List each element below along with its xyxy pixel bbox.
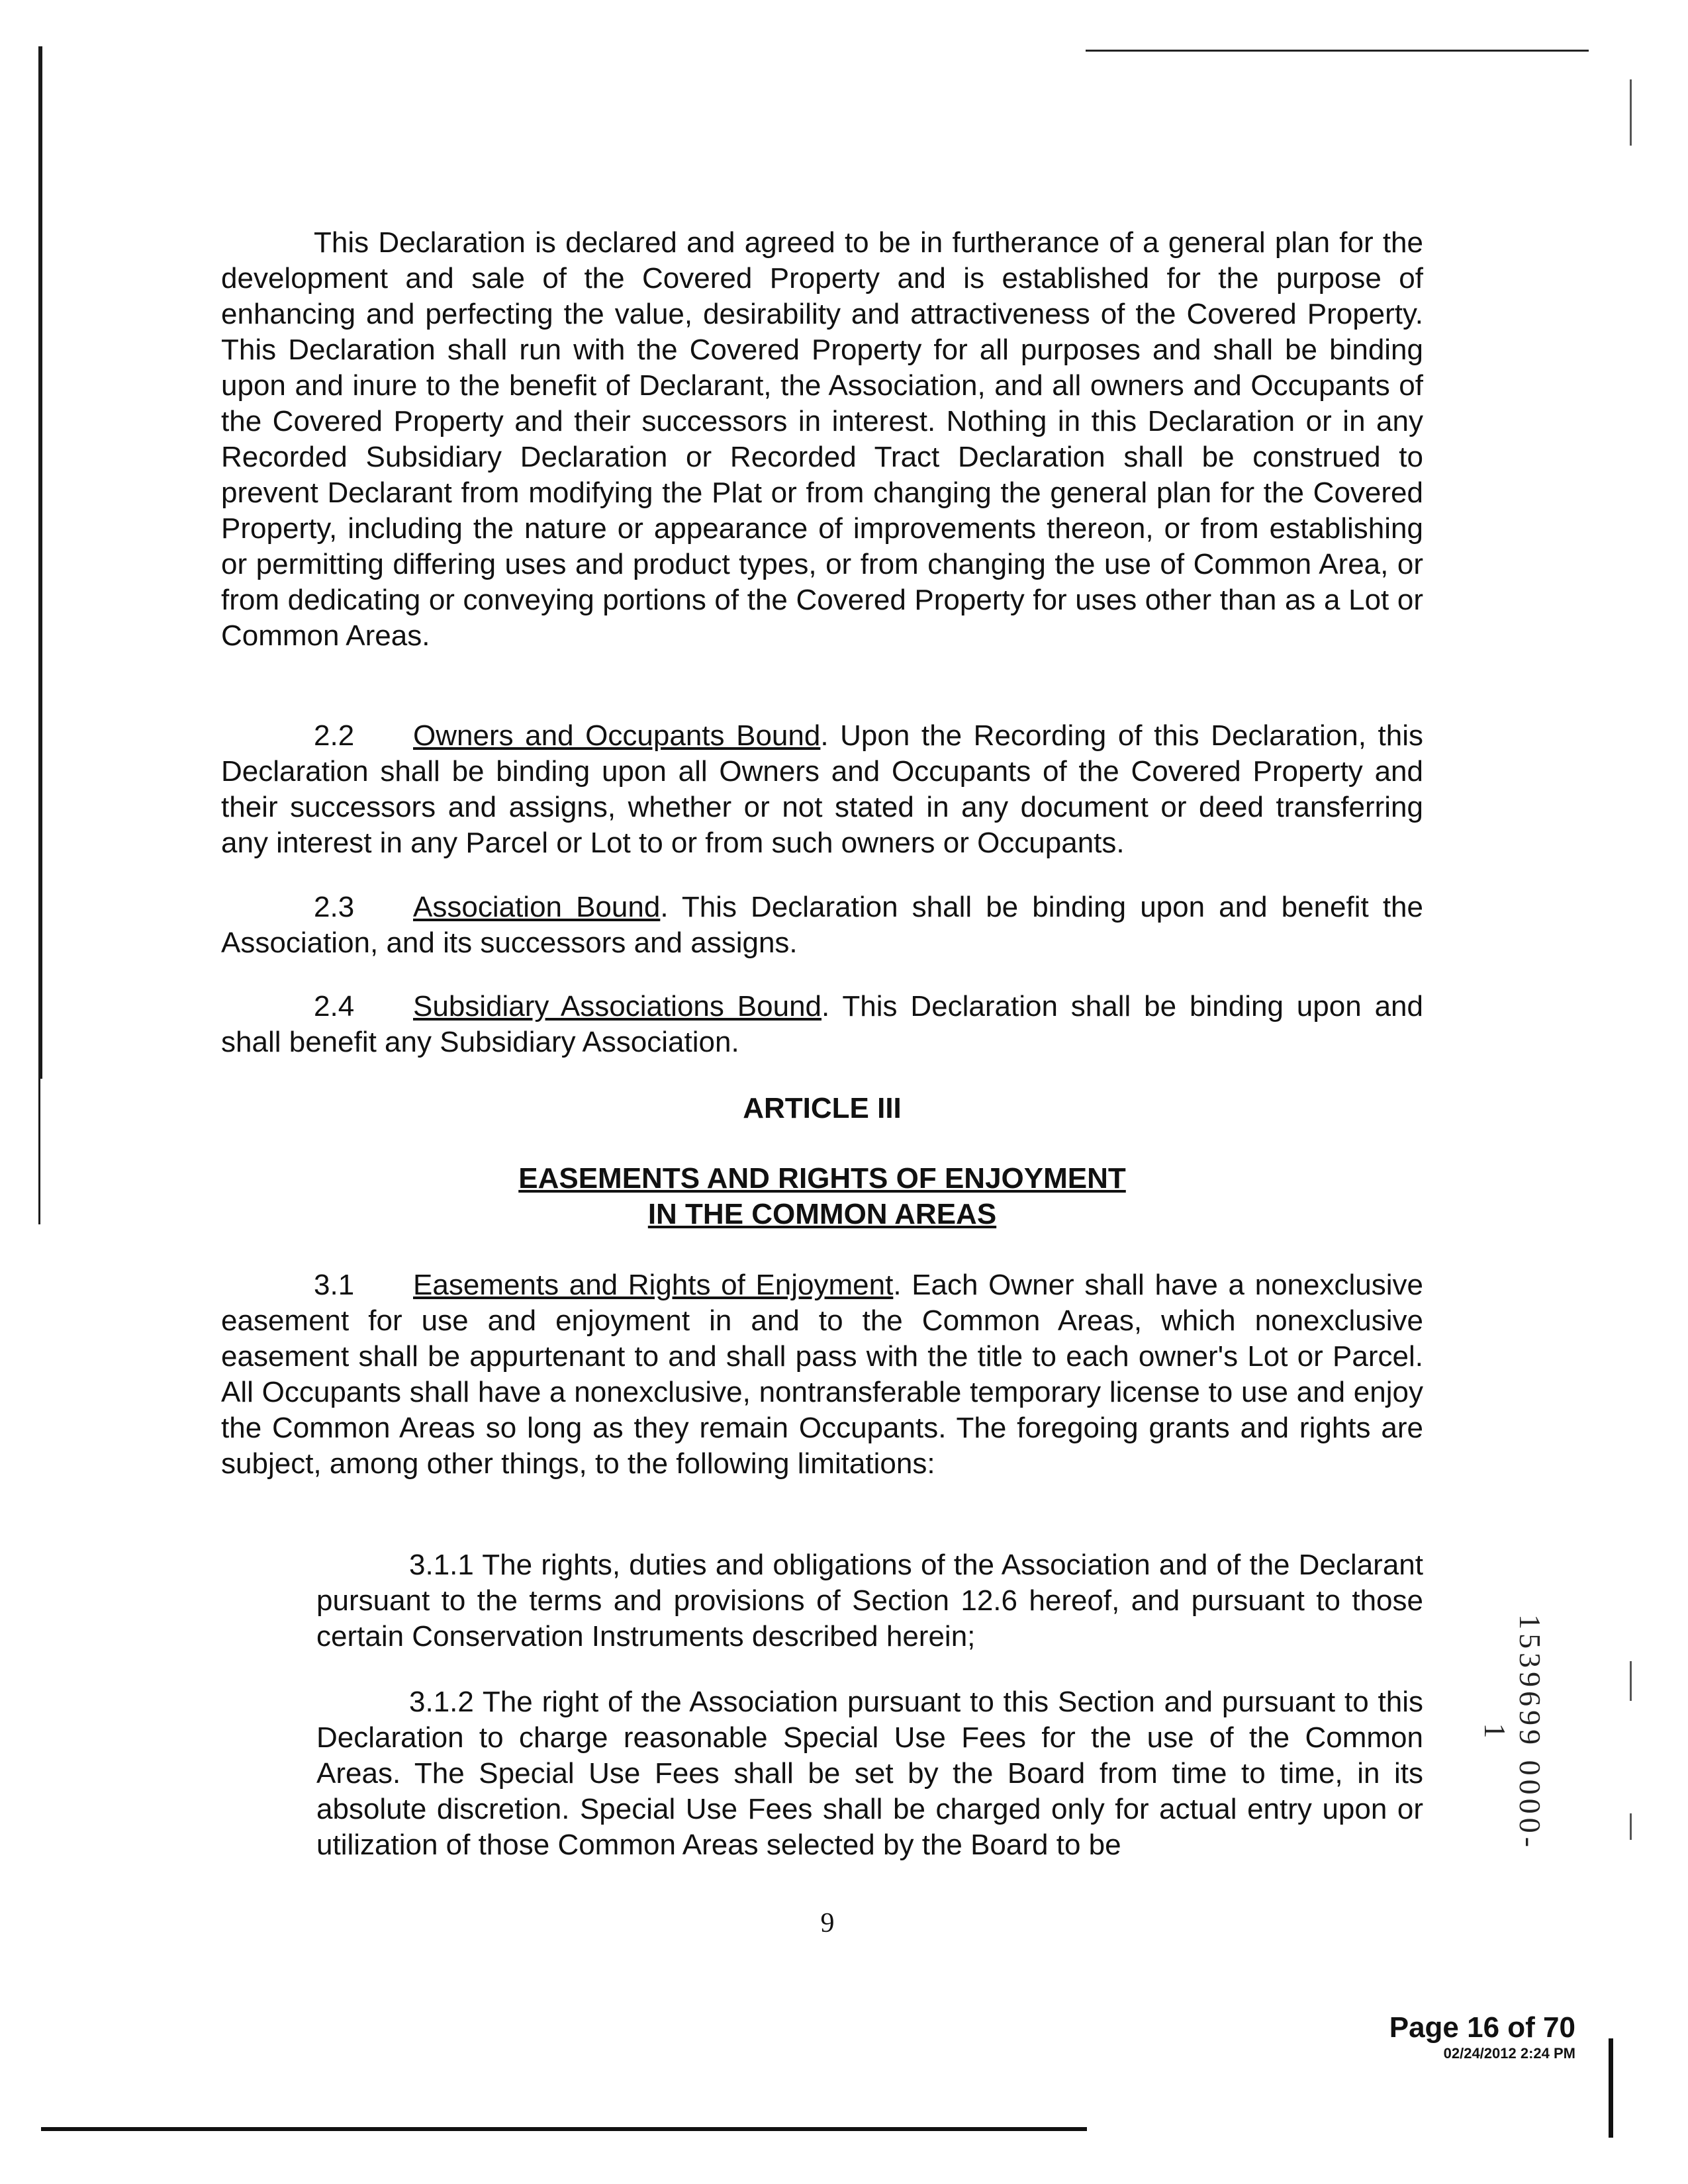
section-text: . Each Owner shall have a nonexclusive easement for use and enjoyment in and to the Common Areas, which nonexclusive easement shall be appurtenant to and shall pass with the title to each owner's Lot or Parcel. All Occupants shall have a nonexclusive, nontransferable temporary license to use and enjoy the Common Areas so long as they remain Occupants. The foregoing grants and rights are subject, among other things, to the following limitations: [221,1269,1423,1480]
section-3-1 [221,1267,1423,1482]
subsection-number: 3.1.2 [409,1686,474,1718]
section-heading: Association Bound [413,891,661,923]
scan-rule-top [1086,50,1589,52]
article-label: ARTICLE III [743,1092,902,1124]
recorded-timestamp: 02/24/2012 2:24 PM [1443,2045,1575,2062]
section-number: 2.2 [314,719,355,752]
subsection-text: The rights, duties and obligations of the Association and of the Declarant pursuant to the terms and provisions of Section 12.6 hereof, and pursuant to those certain Conservation Instruments described herein; [316,1549,1423,1653]
article-title-line2: IN THE COMMON AREAS [647,1198,997,1230]
section-text: . Upon the Recording of this Declaration, this Declaration shall be binding upon all Owners and Occupants of the Covered Property and their successors and assigns, whether or not stated in any document or deed transferring any interest in any Parcel or Lot to or from such owners or Occupants. [221,719,1424,859]
section-number: 2.4 [314,990,355,1023]
intro-paragraph: This Declaration is declared and agreed to be in furtherance of a general plan for the development and sale of the Covered Property and is established for the purpose of enhancing and perfecting the value, desirability and attractiveness of the Covered Property. This Declaration shall run with the Covered Property for all purposes and shall be binding upon and inure to the benefit of Declarant, the Association, and all owners and Occupants of the Covered Property and their successors in interest. Nothing in this Declaration or in any Recorded Subsidiary Declaration or Recorded Tract Declaration shall be construed to prevent Declarant from modifying the Plat or from changing the general plan for the Covered Property, including the nature or appearance of improvements thereon, or from establishing or permitting differing uses and product types, or from changing the use of Common Area, or from dedicating or conveying portions of the Covered Property for uses other than as a Lot or Common Areas. [221,226,1423,652]
section-heading: Easements and Rights of Enjoyment [413,1269,894,1301]
section-paragraph [221,1267,1423,1482]
recording-stamp [1478,1598,1547,1851]
scan-border-left-lower [38,1079,40,1224]
page-of-total: Page 16 of 70 [1389,2011,1575,2044]
section-paragraph [221,718,1423,861]
section-heading: Owners and Occupants Bound [413,719,821,752]
scan-mark [1630,1813,1632,1840]
subsection-3-1-1 [316,1547,1423,1655]
intro-paragraph-block [221,225,1423,654]
page-number: 9 [820,1908,835,1938]
article-title-line1: EASEMENTS AND RIGHTS OF ENJOYMENT [518,1162,1126,1195]
scan-border-right [1609,2038,1613,2138]
section-heading: Subsidiary Associations Bound [413,990,822,1023]
subsection-3-1-2 [316,1684,1423,1863]
scan-border-left [38,46,42,1079]
scan-mark [1630,79,1632,146]
subsection-text: The right of the Association pursuant to this Section and pursuant to this Declaration to charge reasonable Special Use Fees for the use of the Common Areas. The Special Use Fees shall be set by the Board from time to time, in its absolute discretion. Special Use Fees shall be charged only for actual entry upon or utilization of those Common Areas selected by the Board to be [316,1686,1423,1861]
recording-stamp-text: 1539699 0000-1 [1478,1614,1547,1851]
section-text: . This Declaration shall be binding upon and benefit the Association, and its successors and assigns. [221,891,1423,959]
section-text: . This Declaration shall be binding upon and shall benefit any Subsidiary Association. [221,990,1423,1058]
section-2-2 [221,718,1423,861]
section-number: 3.1 [314,1269,355,1301]
section-2-4 [221,989,1423,1060]
section-number: 2.3 [314,891,355,923]
scan-rule-bottom [41,2127,1087,2131]
section-2-3 [221,889,1423,961]
section-paragraph [221,989,1423,1060]
scan-mark [1630,1661,1632,1701]
section-paragraph [221,889,1423,961]
subsection-number: 3.1.1 [409,1549,474,1581]
